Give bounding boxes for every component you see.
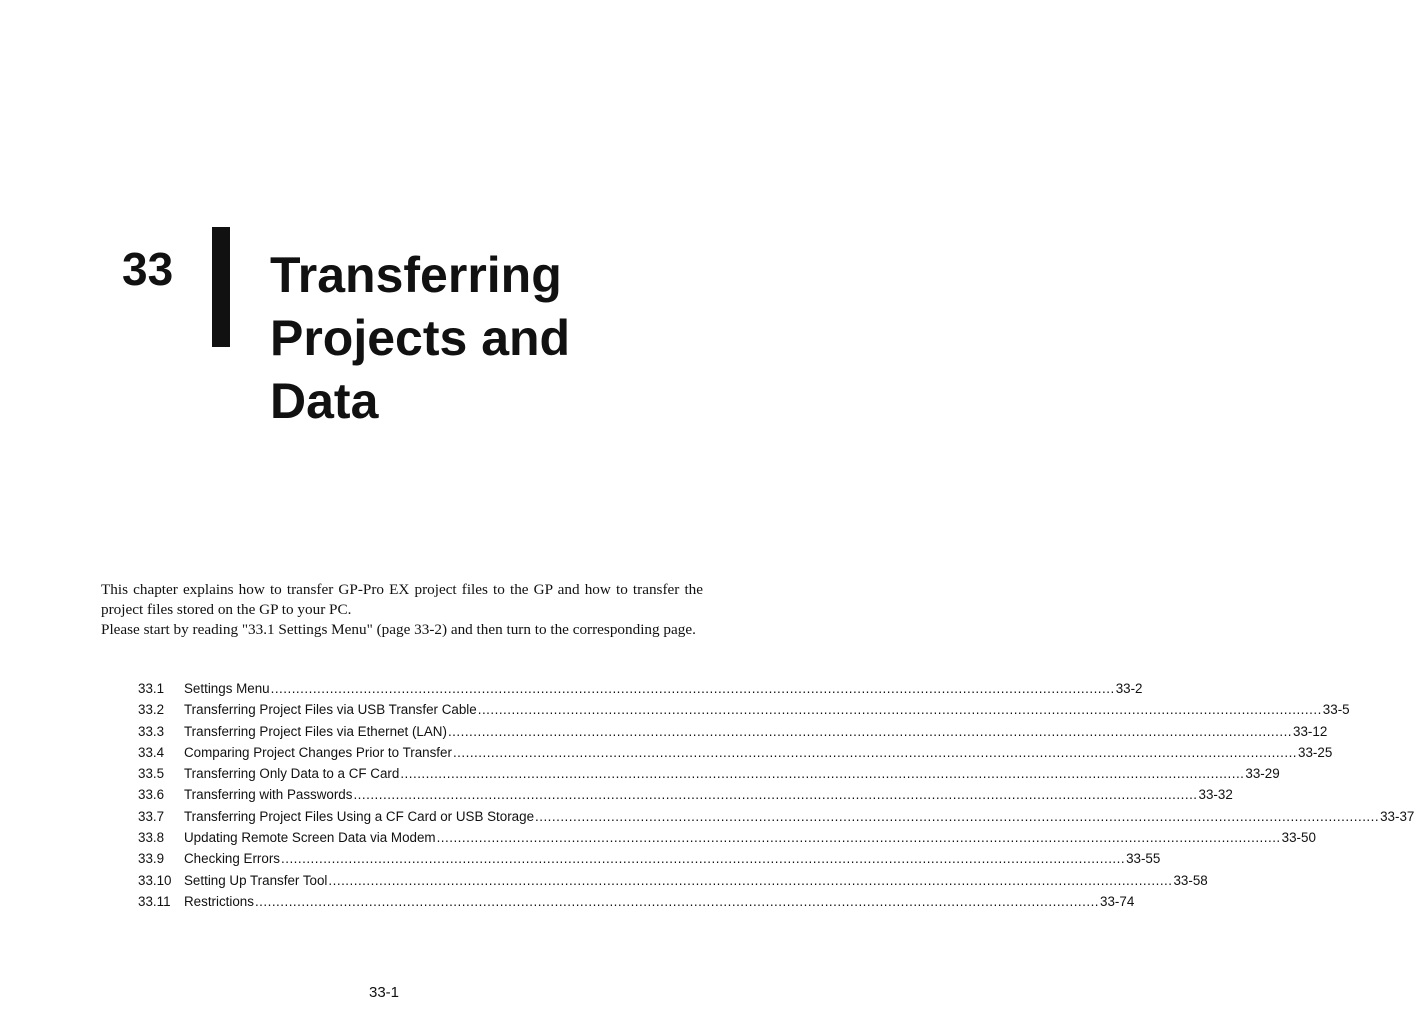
toc-item-number: 33.7 <box>138 808 165 824</box>
toc-item-title: Transferring Project Files via Ethernet (LAN) <box>184 723 447 739</box>
toc-item-number: 33.11 <box>138 893 171 909</box>
toc-item-number: 33.1 <box>138 681 165 696</box>
toc-leader-dots: ........................................................................................................................................................................................................ <box>436 830 1281 846</box>
toc-item-33-5[interactable] <box>138 763 1280 784</box>
toc-item-number: 33.9 <box>138 851 165 867</box>
toc-leader-dots: ........................................................................................................................................................................................................ <box>477 702 1322 718</box>
chapter-intro <box>101 580 703 640</box>
page-number: 33-1 <box>368 984 400 1001</box>
table-of-contents <box>138 678 1414 912</box>
toc-item-title: Checking Errors <box>184 851 280 867</box>
toc-item-number: 33.5 <box>138 766 165 782</box>
toc-leader-dots: ........................................................................................................................................................................................................ <box>254 893 1100 909</box>
chapter-number: 33 <box>122 243 174 295</box>
toc-leader-dots: ........................................................................................................................................................................................................ <box>328 872 1173 888</box>
toc-item-page: 33-2 <box>1115 681 1143 696</box>
toc-item-title: Setting Up Transfer Tool <box>184 872 328 888</box>
toc-item-33-8[interactable] <box>138 827 1316 848</box>
toc-item-33-2[interactable] <box>138 699 1350 720</box>
toc-leader-dots: ........................................................................................................................................................................................................ <box>353 787 1198 803</box>
intro-paragraph-2: Please start by reading "33.1 Settings Menu" (page 33-2) and then turn to the corresponding page. <box>101 621 696 638</box>
chapter-divider-bar <box>212 227 230 347</box>
toc-item-title: Transferring Project Files via USB Transfer Cable <box>184 702 477 718</box>
toc-item-33-11[interactable] <box>138 891 1135 912</box>
toc-item-title: Transferring Only Data to a CF Card <box>184 766 400 782</box>
toc-item-33-1[interactable] <box>138 678 1143 699</box>
chapter-title-line-3: Data <box>270 373 379 429</box>
toc-leader-dots: ........................................................................................................................................................................................................ <box>400 766 1245 782</box>
toc-item-33-10[interactable] <box>138 870 1208 891</box>
toc-item-title: Settings Menu <box>184 681 270 696</box>
toc-item-33-4[interactable] <box>138 742 1333 763</box>
intro-paragraph-1: This chapter explains how to transfer GP-Pro EX project files to the GP and how to transfer the project files stored on the GP to your PC. <box>101 581 703 618</box>
toc-item-page: 33-50 <box>1281 830 1316 846</box>
toc-leader-dots: ........................................................................................................................................................................................................ <box>447 723 1293 739</box>
toc-item-page: 33-12 <box>1293 723 1328 739</box>
toc-item-page: 33-55 <box>1126 851 1161 867</box>
toc-item-33-7[interactable] <box>138 806 1414 827</box>
toc-item-title: Restrictions <box>184 893 254 909</box>
toc-item-page: 33-29 <box>1245 766 1280 782</box>
toc-item-number: 33.3 <box>138 723 165 739</box>
toc-leader-dots: ........................................................................................................................................................................................................ <box>452 744 1298 760</box>
toc-item-page: 33-5 <box>1322 702 1350 718</box>
chapter-title-line-2: Projects and <box>270 310 571 366</box>
toc-item-number: 33.8 <box>138 830 165 846</box>
toc-item-title: Updating Remote Screen Data via Modem <box>184 830 436 846</box>
toc-item-page: 33-25 <box>1298 744 1333 760</box>
chapter-title <box>270 244 670 433</box>
chapter-title-line-1: Transferring <box>270 247 562 303</box>
toc-item-number: 33.2 <box>138 702 165 718</box>
toc-item-page: 33-37 <box>1380 808 1414 824</box>
toc-item-title: Transferring Project Files Using a CF Card or USB Storage <box>184 808 535 824</box>
toc-item-number: 33.10 <box>138 872 172 888</box>
toc-item-number: 33.6 <box>138 787 165 803</box>
toc-item-33-3[interactable] <box>138 721 1328 742</box>
toc-item-title: Transferring with Passwords <box>184 787 353 803</box>
toc-item-page: 33-58 <box>1173 872 1208 888</box>
toc-item-33-6[interactable] <box>138 784 1233 805</box>
toc-item-page: 33-74 <box>1100 893 1135 909</box>
toc-item-title: Comparing Project Changes Prior to Transfer <box>184 744 452 760</box>
toc-leader-dots: ........................................................................................................................................................................................................ <box>281 851 1126 867</box>
toc-item-number: 33.4 <box>138 744 165 760</box>
toc-item-page: 33-32 <box>1198 787 1233 803</box>
toc-item-33-9[interactable] <box>138 848 1161 869</box>
toc-leader-dots: ........................................................................................................................................................................................................ <box>270 681 1115 696</box>
toc-leader-dots: ........................................................................................................................................................................................................ <box>535 808 1380 824</box>
